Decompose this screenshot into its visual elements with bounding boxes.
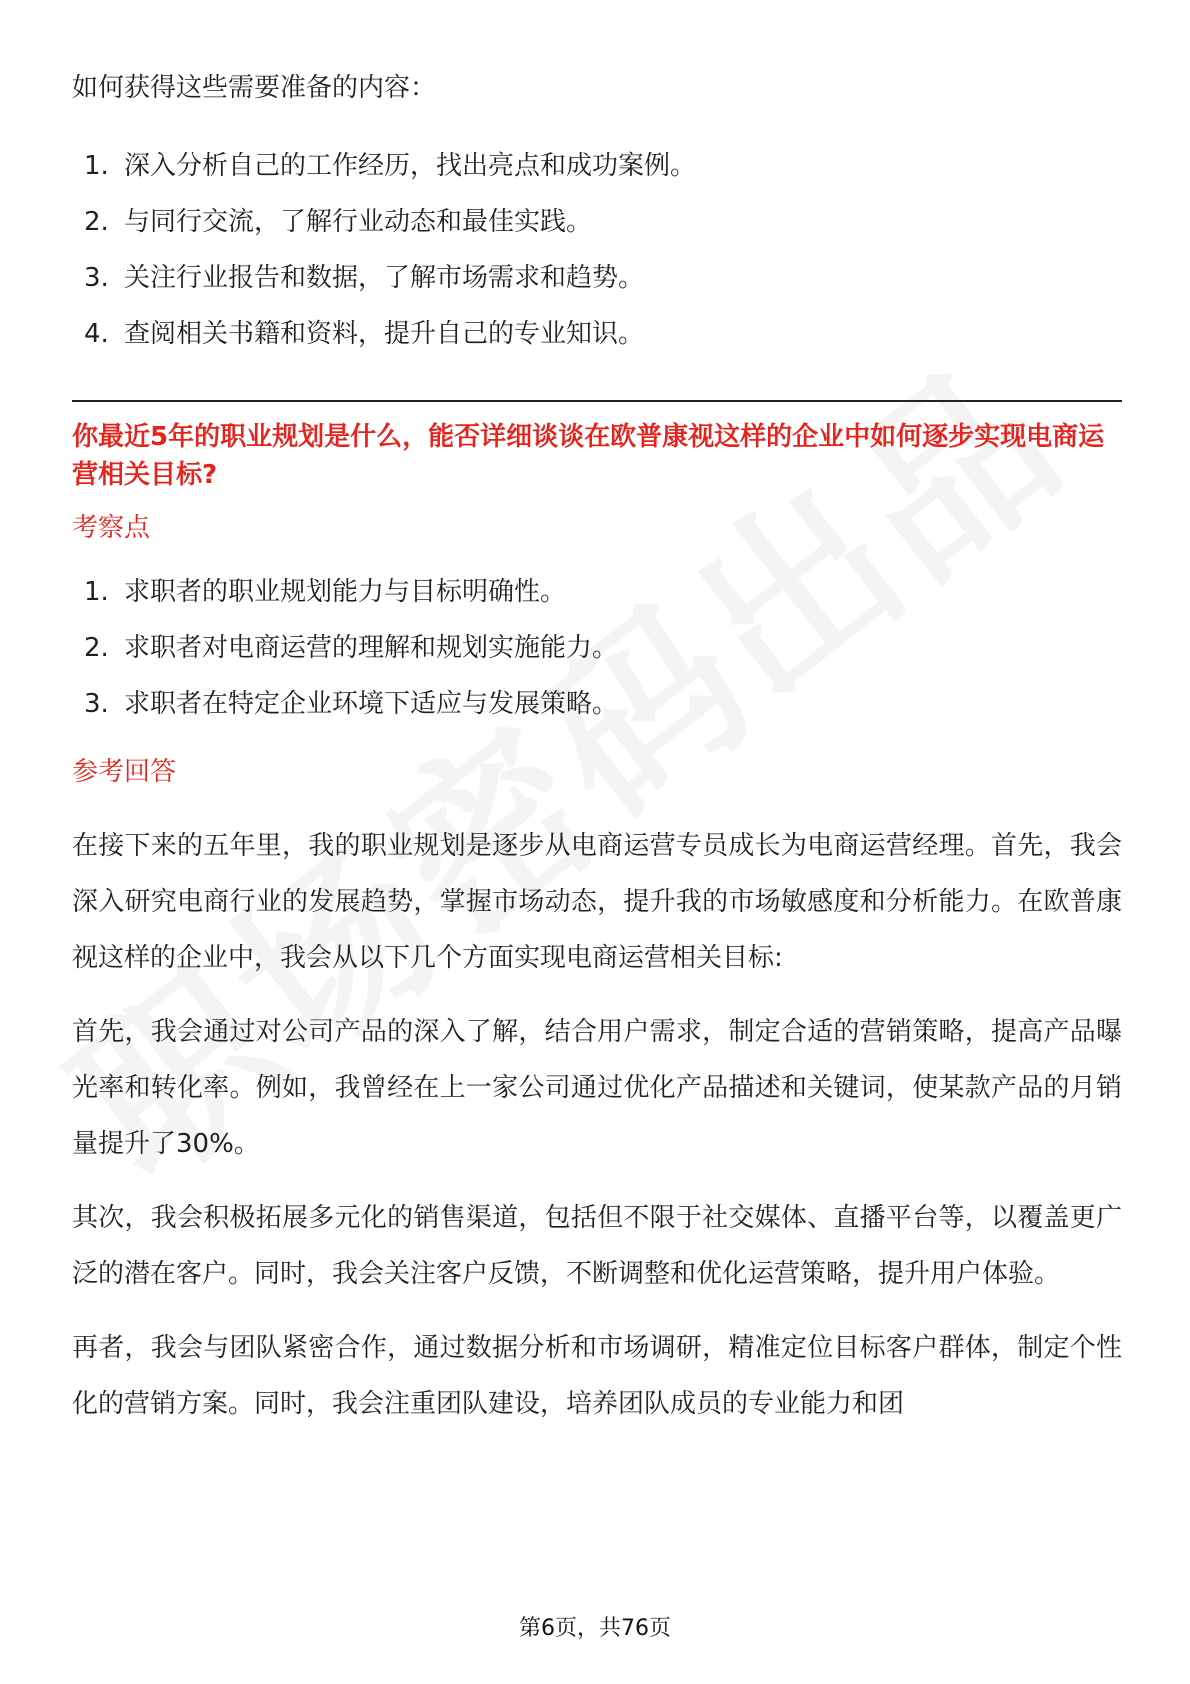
- list-number: 3.: [84, 689, 109, 719]
- list-item: [72, 250, 1122, 306]
- list-number: 1.: [84, 577, 109, 607]
- list-item: [72, 306, 1122, 362]
- prep-list: [72, 138, 1122, 362]
- list-item: [72, 620, 1122, 676]
- prep-intro: 如何获得这些需要准备的内容：: [72, 73, 437, 103]
- answer-paragraph: 在接下来的五年里，我的职业规划是逐步从电商运营专员成长为电商运营经理。首先，我会深入研究电商行业的发展趋势，掌握市场动态，提升我的市场敏感度和分析能力。在欧普康视这样的企业中，我会从以下几个方面实现电商运营相关目标:: [72, 831, 1122, 973]
- list-number: 4.: [84, 319, 109, 349]
- list-item: [72, 194, 1122, 250]
- question-heading: 你最近5年的职业规划是什么，能否详细谈谈在欧普康视这样的企业中如何逐步实现电商运营相关目标?: [72, 422, 1105, 490]
- answer-paragraph: 再者，我会与团队紧密合作，通过数据分析和市场调研，精准定位目标客户群体，制定个性化的营销方案。同时，我会注重团队建设，培养团队成员的专业能力和团: [72, 1333, 1122, 1419]
- list-text: 深入分析自己的工作经历，找出亮点和成功案例。: [124, 151, 697, 181]
- list-number: 2.: [84, 633, 109, 663]
- list-number: 3.: [84, 263, 109, 293]
- list-item: [72, 676, 1122, 732]
- examination-list: [72, 564, 1122, 732]
- list-text: 关注行业报告和数据，了解市场需求和趋势。: [124, 263, 645, 293]
- page-content: [72, 60, 1122, 1450]
- list-text: 求职者在特定企业环境下适应与发展策略。: [124, 689, 619, 719]
- list-text: 求职者的职业规划能力与目标明确性。: [124, 577, 567, 607]
- list-item: [72, 138, 1122, 194]
- answer-paragraph: 首先，我会通过对公司产品的深入了解，结合用户需求，制定合适的营销策略，提高产品曝光率和转化率。例如，我曾经在上一家公司通过优化产品描述和关键词，使某款产品的月销量提升了30%。: [72, 1017, 1122, 1159]
- section-divider: [72, 400, 1122, 402]
- list-text: 求职者对电商运营的理解和规划实施能力。: [124, 633, 619, 663]
- list-number: 1.: [84, 151, 109, 181]
- list-item: [72, 564, 1122, 620]
- list-text: 与同行交流，了解行业动态和最佳实践。: [124, 207, 593, 237]
- answer-title: 参考回答: [72, 757, 177, 787]
- list-text: 查阅相关书籍和资料，提升自己的专业知识。: [124, 319, 645, 349]
- examination-title: 考察点: [72, 513, 151, 543]
- list-number: 2.: [84, 207, 109, 237]
- page-number: 第6页，共76页: [519, 1616, 671, 1641]
- answer-paragraph: 其次，我会积极拓展多元化的销售渠道，包括但不限于社交媒体、直播平台等，以覆盖更广泛的潜在客户。同时，我会关注客户反馈，不断调整和优化运营策略，提升用户体验。: [72, 1203, 1122, 1289]
